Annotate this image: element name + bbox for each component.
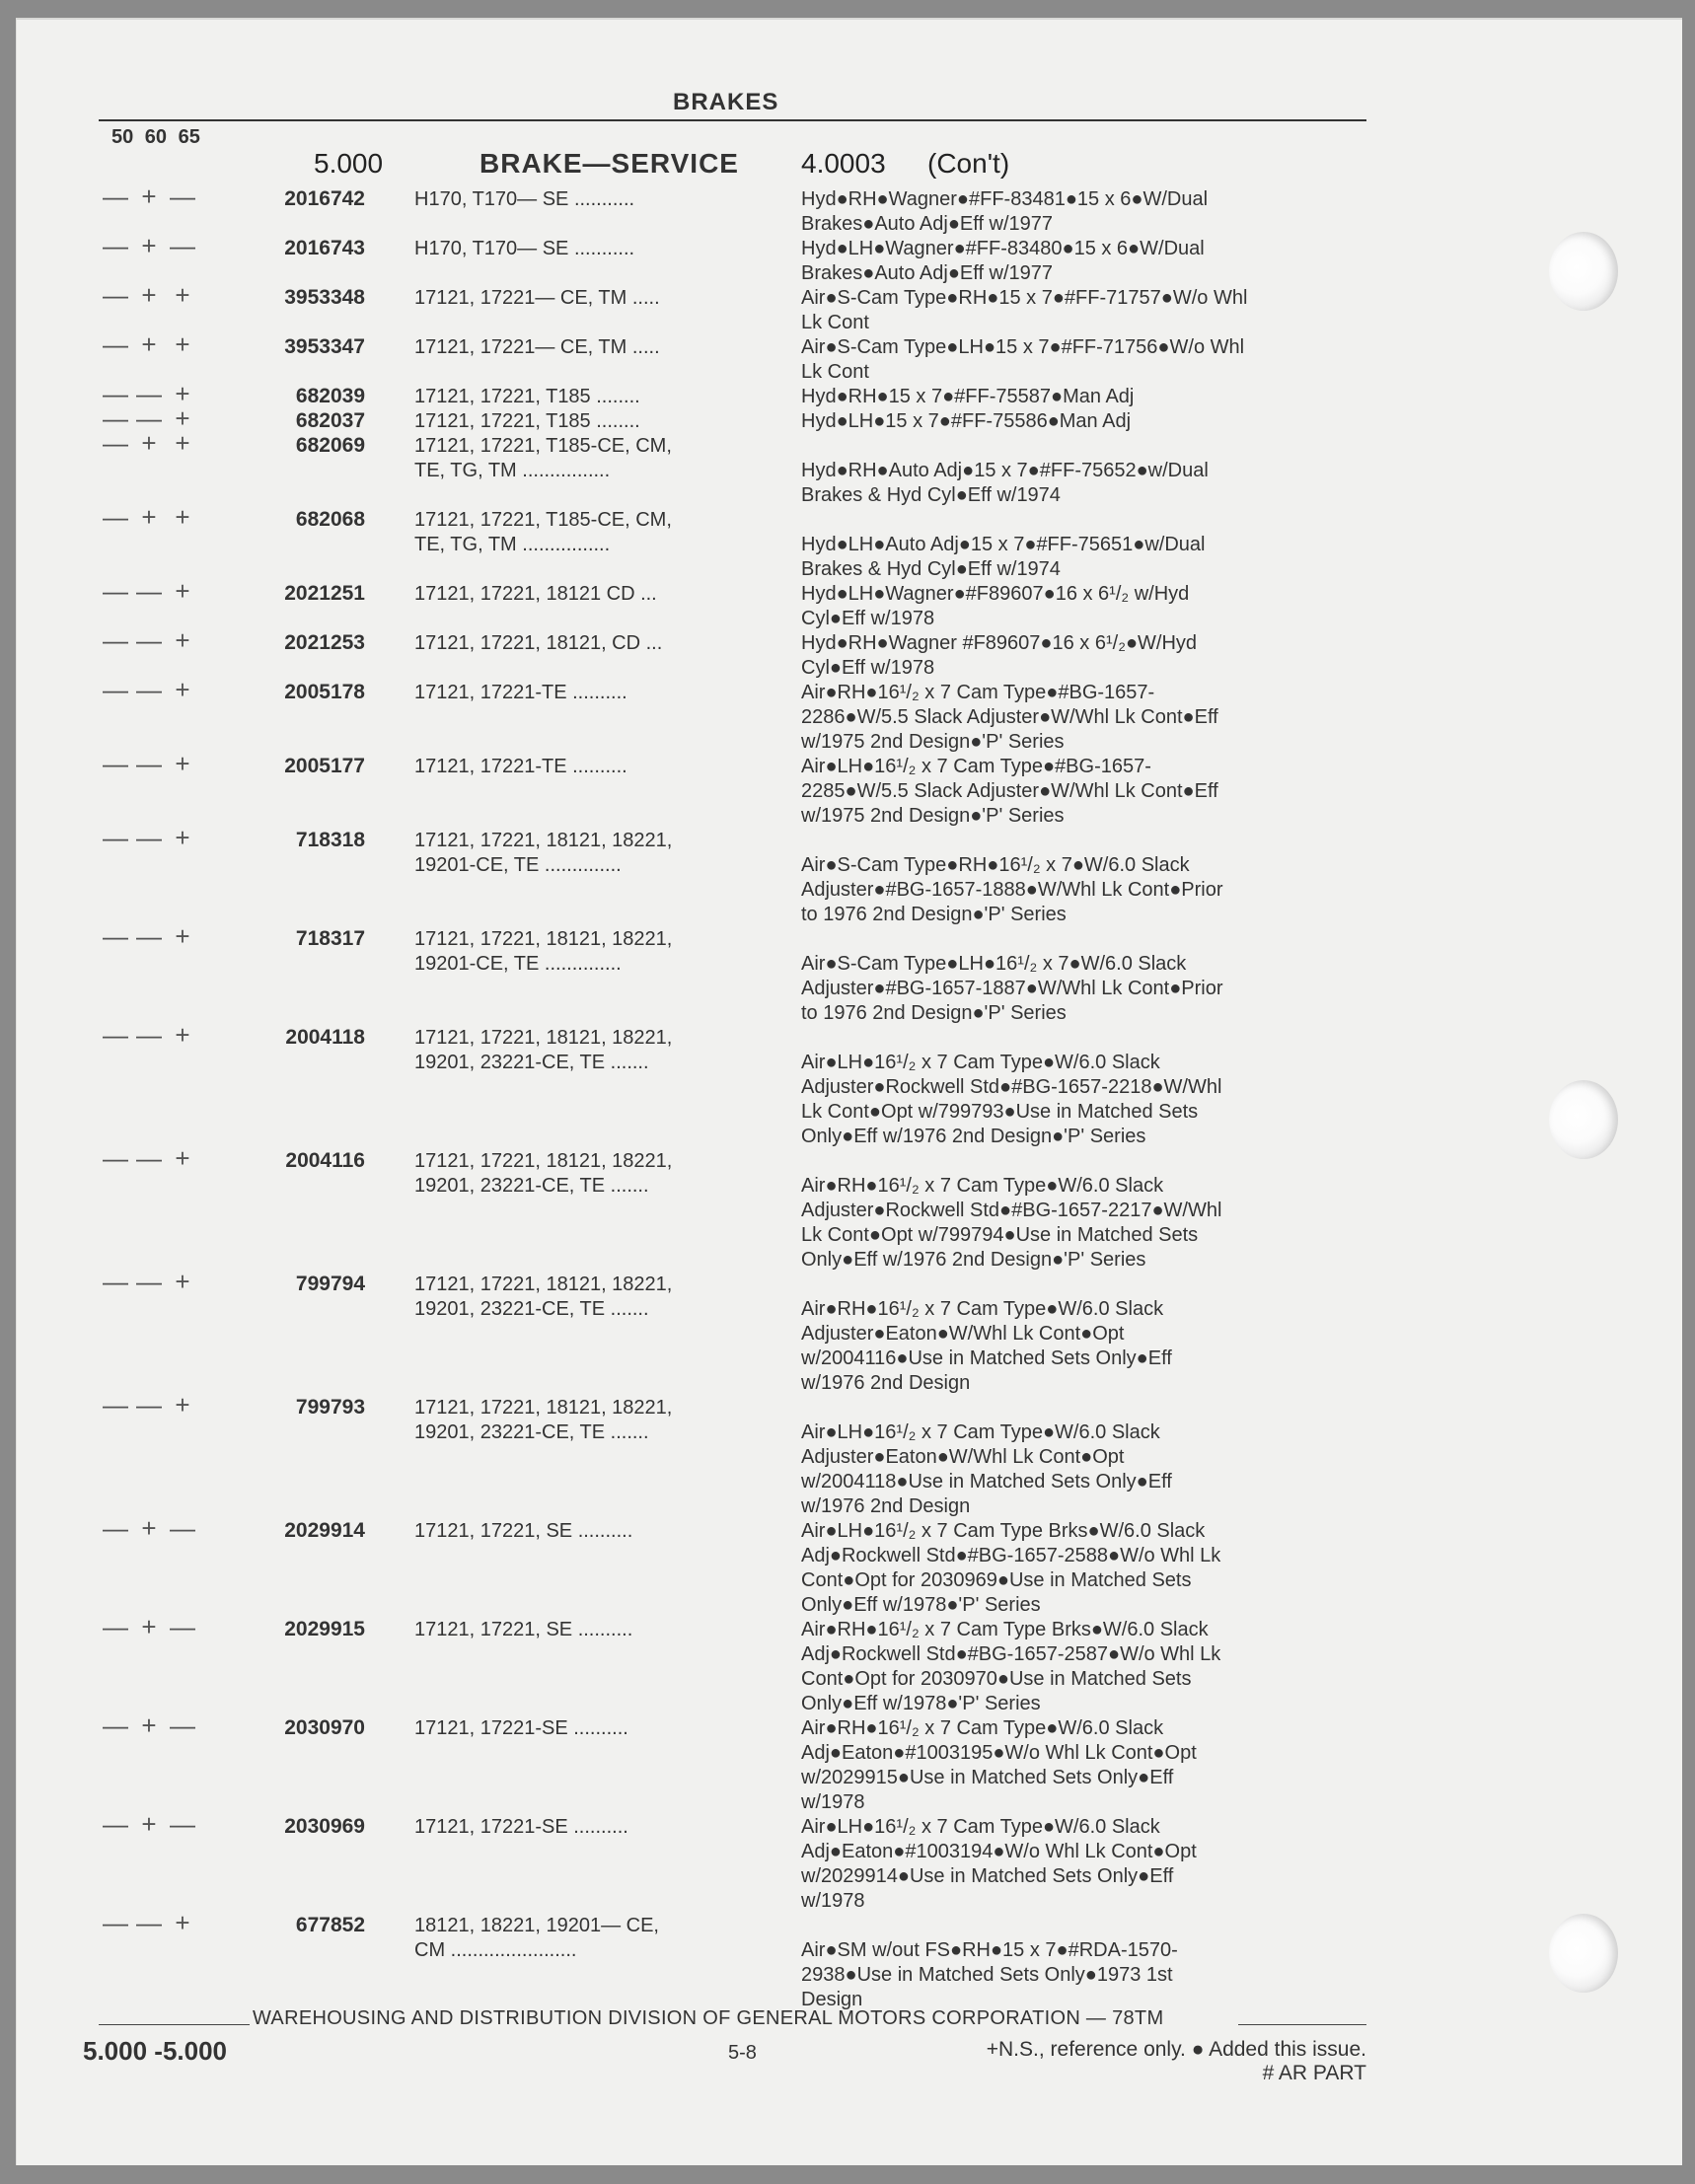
description-line: w/2029915●Use in Matched Sets Only●Eff [801,1767,1174,1788]
part-description [801,582,1373,631]
year-marks [99,1908,237,1938]
description-line: Adj●Eaton●#1003195●W/o Whl Lk Cont●Opt [801,1742,1197,1764]
model-line: CM ....................... [414,1939,577,1961]
part-number: 2005177 [284,755,365,777]
year-mark: + [175,1390,190,1420]
model-line: 17121, 17221, 18121, 18221, [414,1397,673,1419]
description-line: Adjuster●#BG-1657-1887●W/Whl Lk Cont●Prior [801,978,1223,999]
year-marks [99,1612,237,1642]
model-applicability [414,1618,781,1642]
description-line [801,508,1373,533]
year-mark: — [136,625,162,655]
year-mark: + [175,1267,190,1296]
binder-hole-bottom [1549,1914,1618,1993]
year-mark: + [175,280,190,310]
year-mark: + [175,502,190,532]
year-mark: + [175,1020,190,1050]
description-line: Air●RH●16¹/₂ x 7 Cam Type●W/6.0 Slack [801,1175,1164,1197]
description-line [801,434,1373,459]
description-line: Air●RH●16¹/₂ x 7 Cam Type●W/6.0 Slack [801,1717,1164,1739]
model-line: 19201, 23221-CE, TE ....... [414,1421,649,1443]
model-applicability [414,829,781,878]
year-mark: — [136,379,162,408]
year-mark: — [103,1513,128,1543]
part-number: 3953348 [284,286,365,309]
page-title: BRAKES [673,89,779,115]
binder-hole-middle [1549,1080,1618,1159]
section-number: 5.000 [314,148,384,179]
year-mark: — [136,749,162,778]
model-line: 17121, 17221-TE .......... [414,682,627,703]
description-line: Cont●Opt for 2030970●Use in Matched Sets [801,1668,1192,1690]
description-line [801,1026,1373,1051]
part-number: 3953347 [284,335,365,358]
part-description [801,1273,1373,1396]
description-line: Adjuster●Rockwell Std●#BG-1657-2218●W/Whl [801,1076,1222,1098]
model-applicability [414,1149,781,1199]
description-line: Adjuster●Eaton●W/Whl Lk Cont●Opt [801,1446,1125,1468]
description-line: w/1975 2nd Design●'P' Series [801,731,1065,753]
year-mark: — [103,823,128,852]
description-line: Adjuster●Eaton●W/Whl Lk Cont●Opt [801,1323,1125,1345]
year-mark: — [136,1020,162,1050]
year-marks [99,625,237,656]
description-line: Air●LH●16¹/₂ x 7 Cam Type●W/6.0 Slack [801,1816,1160,1838]
year-mark: + [175,428,190,458]
part-number: 682037 [295,409,365,432]
year-mark: + [141,231,157,260]
year-columns: 50 60 65 [111,126,200,148]
year-marks [99,576,237,607]
year-mark: — [136,675,162,704]
year-mark: — [136,576,162,606]
model-line: 17121, 17221, T185-CE, CM, [414,435,672,457]
year-marks [99,1711,237,1741]
year-marks [99,749,237,779]
model-line: TE, TG, TM ................ [414,534,611,555]
description-line: Only●Eff w/1978●'P' Series [801,1594,1041,1616]
year-mark: + [141,428,157,458]
year-mark: + [175,823,190,852]
description-line: Air●SM w/out FS●RH●15 x 7●#RDA-1570- [801,1939,1178,1961]
description-line: Brakes●Auto Adj●Eff w/1977 [801,213,1054,235]
part-description [801,1815,1373,1914]
year-mark: + [175,1143,190,1173]
part-number: 2030969 [284,1815,365,1838]
description-line: Cyl●Eff w/1978 [801,657,935,679]
model-applicability [414,1914,781,1963]
description-line: Design [801,1989,863,2010]
description-line: Cont●Opt for 2030969●Use in Matched Sets [801,1569,1192,1591]
year-mark: — [103,1020,128,1050]
description-line: Adj●Rockwell Std●#BG-1657-2587●W/o Whl Lk [801,1643,1221,1665]
year-mark: — [103,182,128,211]
year-mark: — [136,921,162,951]
description-line: Cyl●Eff w/1978 [801,608,935,629]
model-applicability [414,1273,781,1322]
year-mark: + [175,921,190,951]
description-line: Hyd●RH●Wagner●#FF-83481●15 x 6●W/Dual [801,188,1209,210]
model-applicability [414,631,781,656]
description-line: Air●S-Cam Type●RH●15 x 7●#FF-71757●W/o Whl [801,287,1248,309]
part-description [801,508,1373,582]
description-line: Air●RH●16¹/₂ x 7 Cam Type●W/6.0 Slack [801,1298,1164,1320]
year-mark: — [103,428,128,458]
description-line: Adjuster●#BG-1657-1888●W/Whl Lk Cont●Prior [801,879,1223,901]
model-line: H170, T170— SE ........... [414,238,635,259]
year-mark: — [103,1390,128,1420]
description-line: Hyd●LH●15 x 7●#FF-75586●Man Adj [801,410,1132,432]
part-number: 2005178 [284,681,365,703]
model-applicability [414,1716,781,1741]
year-mark: — [103,1809,128,1839]
part-description [801,1716,1373,1815]
description-line: Air●S-Cam Type●LH●16¹/₂ x 7●W/6.0 Slack [801,953,1187,975]
description-line [801,1273,1373,1297]
description-line: Hyd●RH●Auto Adj●15 x 7●#FF-75652●w/Dual [801,460,1209,481]
year-mark: — [136,1908,162,1937]
section-title: BRAKE—SERVICE [479,148,739,179]
part-description [801,1396,1373,1519]
year-mark: + [175,329,190,359]
year-marks [99,1143,237,1174]
year-marks [99,280,237,311]
description-line: Only●Eff w/1976 2nd Design●'P' Series [801,1249,1146,1271]
year-marks [99,1809,237,1840]
model-line: 17121, 17221, 18121, 18221, [414,1027,673,1049]
year-mark: — [103,231,128,260]
footer-legend: +N.S., reference only. ● Added this issue. [986,2038,1366,2061]
model-applicability [414,335,781,360]
description-line: Hyd●LH●Auto Adj●15 x 7●#FF-75651●w/Dual [801,534,1206,555]
part-number: 682068 [295,508,365,531]
year-marks [99,823,237,853]
year-mark: + [175,379,190,408]
year-mark: + [141,1513,157,1543]
year-mark: + [175,675,190,704]
model-applicability [414,755,781,779]
year-mark: — [136,823,162,852]
model-applicability [414,1026,781,1075]
part-description [801,286,1373,335]
part-number: 2030970 [284,1716,365,1739]
description-line: Only●Eff w/1976 2nd Design●'P' Series [801,1126,1146,1147]
description-line: w/1978 [801,1791,865,1813]
footer-page-number: 5-8 [728,2042,757,2064]
model-applicability [414,508,781,557]
description-line: Adjuster●Rockwell Std●#BG-1657-2217●W/Whl [801,1200,1222,1221]
footer-division: WAREHOUSING AND DISTRIBUTION DIVISION OF GENERAL MOTORS CORPORATION — 78TM [253,2007,1164,2029]
model-line: 18121, 18221, 19201— CE, [414,1915,659,1936]
part-number: 2016743 [284,237,365,259]
description-line: to 1976 2nd Design●'P' Series [801,904,1067,925]
description-line: Lk Cont●Opt w/799793●Use in Matched Sets [801,1101,1199,1123]
model-line: 17121, 17221— CE, TM ..... [414,336,660,358]
part-number: 799793 [295,1396,365,1419]
description-line: 2938●Use in Matched Sets Only●1973 1st [801,1964,1173,1986]
part-description [801,631,1373,681]
year-mark: — [103,1908,128,1937]
year-mark: + [141,502,157,532]
year-mark: — [170,182,195,211]
model-line: 17121, 17221, 18121, 18221, [414,928,673,950]
year-marks [99,502,237,533]
year-mark: — [136,1143,162,1173]
model-line: 19201, 23221-CE, TE ....... [414,1052,649,1073]
year-mark: + [141,1711,157,1740]
year-mark: — [170,231,195,260]
model-applicability [414,187,781,212]
year-marks [99,921,237,952]
year-marks [99,1390,237,1420]
description-line: Brakes & Hyd Cyl●Eff w/1974 [801,558,1061,580]
part-description [801,1149,1373,1273]
part-number: 2021253 [284,631,365,654]
year-mark: — [103,576,128,606]
description-line: Lk Cont [801,312,869,333]
year-mark: + [141,280,157,310]
year-mark: — [103,921,128,951]
model-line: 19201, 23221-CE, TE ....... [414,1175,649,1197]
year-mark: + [175,1908,190,1937]
part-number: 682039 [295,385,365,407]
model-applicability [414,434,781,483]
year-mark: + [175,749,190,778]
part-number: 677852 [295,1914,365,1936]
year-mark: — [170,1513,195,1543]
year-mark: — [103,675,128,704]
description-line: Hyd●LH●Wagner●#FF-83480●15 x 6●W/Dual [801,238,1205,259]
description-line: Brakes●Auto Adj●Eff w/1977 [801,262,1054,284]
description-line: Air●LH●16¹/₂ x 7 Cam Type●#BG-1657- [801,756,1151,777]
part-description [801,434,1373,508]
description-line: w/2029914●Use in Matched Sets Only●Eff [801,1865,1174,1887]
model-line: 17121, 17221, 18121 CD ... [414,583,657,605]
year-marks [99,329,237,360]
section-code: 4.0003 [801,148,886,179]
model-line: 17121, 17221, SE .......... [414,1619,633,1640]
description-line [801,829,1373,853]
model-applicability [414,927,781,977]
part-number: 718317 [295,927,365,950]
description-line [801,1396,1373,1420]
description-line: Hyd●RH●Wagner #F89607●16 x 6¹/₂●W/Hyd [801,632,1198,654]
year-mark: — [170,1612,195,1641]
description-line: Air●S-Cam Type●RH●16¹/₂ x 7●W/6.0 Slack [801,854,1190,876]
model-line: TE, TG, TM ................ [414,460,611,481]
part-description [801,681,1373,755]
model-applicability [414,1519,781,1544]
year-mark: — [103,1711,128,1740]
part-description [801,1026,1373,1149]
part-description [801,187,1373,237]
description-line: w/1978 [801,1890,865,1912]
footer-legend-ar: # AR PART [1262,2062,1366,2084]
description-line: Adj●Eaton●#1003194●W/o Whl Lk Cont●Opt [801,1841,1197,1862]
model-applicability [414,1815,781,1840]
year-mark: — [103,1267,128,1296]
year-mark: — [103,1143,128,1173]
part-number: 2004118 [285,1026,365,1049]
model-line: 17121, 17221, 18121, 18221, [414,1150,673,1172]
description-line: 2285●W/5.5 Slack Adjuster●W/Whl Lk Cont●Eff [801,780,1218,802]
footer-rule-right [1238,2024,1366,2025]
part-description [801,385,1373,409]
year-mark: + [175,576,190,606]
year-mark: — [103,379,128,408]
model-line: H170, T170— SE ........... [414,188,635,210]
year-marks [99,1020,237,1051]
description-line: Adj●Rockwell Std●#BG-1657-2588●W/o Whl Lk [801,1545,1221,1566]
description-line: Only●Eff w/1978●'P' Series [801,1693,1041,1714]
part-description [801,1618,1373,1716]
footer-rule-left [99,2024,250,2025]
year-mark: + [141,1809,157,1839]
description-line: w/2004118●Use in Matched Sets Only●Eff [801,1471,1172,1492]
model-line: 19201-CE, TE .............. [414,953,622,975]
description-line: Lk Cont [801,361,869,383]
description-line: Hyd●LH●Wagner●#F89607●16 x 6¹/₂ w/Hyd [801,583,1190,605]
description-line: w/1975 2nd Design●'P' Series [801,805,1065,827]
model-applicability [414,385,781,409]
year-mark: — [103,625,128,655]
part-number: 682069 [295,434,365,457]
year-marks [99,1513,237,1544]
model-line: 17121, 17221, SE .......... [414,1520,633,1542]
model-line: 17121, 17221, 18121, 18221, [414,1274,673,1295]
model-applicability [414,681,781,705]
year-mark: — [103,280,128,310]
year-marks [99,231,237,261]
part-description [801,237,1373,286]
description-line [801,1149,1373,1174]
year-mark: + [141,329,157,359]
year-mark: — [103,329,128,359]
part-number: 2021251 [284,582,365,605]
description-line: w/2004116●Use in Matched Sets Only●Eff [801,1347,1172,1369]
description-line [801,1914,1373,1938]
model-line: 19201, 23221-CE, TE ....... [414,1298,649,1320]
year-marks [99,428,237,459]
part-number: 2029914 [284,1519,365,1542]
part-number: 718318 [295,829,365,851]
model-line: 17121, 17221, T185 ........ [414,386,640,407]
model-line: 17121, 17221, T185 ........ [414,410,640,432]
part-number: 2029915 [284,1618,365,1640]
description-line: Brakes & Hyd Cyl●Eff w/1974 [801,484,1061,506]
description-line: Air●RH●16¹/₂ x 7 Cam Type Brks●W/6.0 Slack [801,1619,1209,1640]
header-rule [99,119,1366,121]
description-line: Hyd●RH●15 x 7●#FF-75587●Man Adj [801,386,1135,407]
model-applicability [414,582,781,607]
model-line: 17121, 17221-TE .......... [414,756,627,777]
part-description [801,335,1373,385]
year-marks [99,675,237,705]
year-mark: — [170,1809,195,1839]
part-description [801,755,1373,829]
model-line: 17121, 17221-SE .......... [414,1717,628,1739]
year-mark: + [141,1612,157,1641]
model-applicability [414,237,781,261]
description-line: to 1976 2nd Design●'P' Series [801,1002,1067,1024]
description-line: w/1976 2nd Design [801,1372,971,1394]
year-mark: — [136,1267,162,1296]
year-mark: + [175,625,190,655]
description-line: Air●LH●16¹/₂ x 7 Cam Type Brks●W/6.0 Slack [801,1520,1206,1542]
model-line: 17121, 17221-SE .......... [414,1816,628,1838]
model-line: 17121, 17221, 18121, CD ... [414,632,663,654]
model-line: 17121, 17221— CE, TM ..... [414,287,660,309]
year-mark: — [103,1612,128,1641]
year-mark: — [136,403,162,433]
description-line: Air●LH●16¹/₂ x 7 Cam Type●W/6.0 Slack [801,1052,1160,1073]
year-mark: — [103,403,128,433]
part-description [801,829,1373,927]
description-line: Air●S-Cam Type●LH●15 x 7●#FF-71756●W/o Whl [801,336,1245,358]
part-description [801,409,1373,434]
description-line: w/1976 2nd Design [801,1495,971,1517]
part-description [801,1519,1373,1618]
year-mark: — [103,502,128,532]
part-description [801,927,1373,1026]
description-line [801,927,1373,952]
model-applicability [414,286,781,311]
year-marks [99,182,237,212]
part-description [801,1914,1373,2012]
description-line: Air●RH●16¹/₂ x 7 Cam Type●#BG-1657- [801,682,1155,703]
year-mark: — [136,1390,162,1420]
year-mark: + [141,182,157,211]
year-mark: — [103,749,128,778]
binder-hole-top [1549,232,1618,311]
model-applicability [414,1396,781,1445]
part-number: 799794 [295,1273,365,1295]
description-line: 2286●W/5.5 Slack Adjuster●W/Whl Lk Cont●Eff [801,706,1218,728]
year-marks [99,1267,237,1297]
description-line: Air●LH●16¹/₂ x 7 Cam Type●W/6.0 Slack [801,1421,1160,1443]
model-line: 17121, 17221, T185-CE, CM, [414,509,672,531]
footer-page-range: 5.000 -5.000 [83,2036,228,2066]
model-applicability [414,409,781,434]
model-line: 17121, 17221, 18121, 18221, [414,830,673,851]
part-number: 2016742 [284,187,365,210]
description-line: Lk Cont●Opt w/799794●Use in Matched Sets [801,1224,1199,1246]
year-mark: — [170,1711,195,1740]
continued-label: (Con't) [927,148,1010,179]
part-number: 2004116 [285,1149,365,1172]
year-mark: + [175,403,190,433]
model-line: 19201-CE, TE .............. [414,854,622,876]
